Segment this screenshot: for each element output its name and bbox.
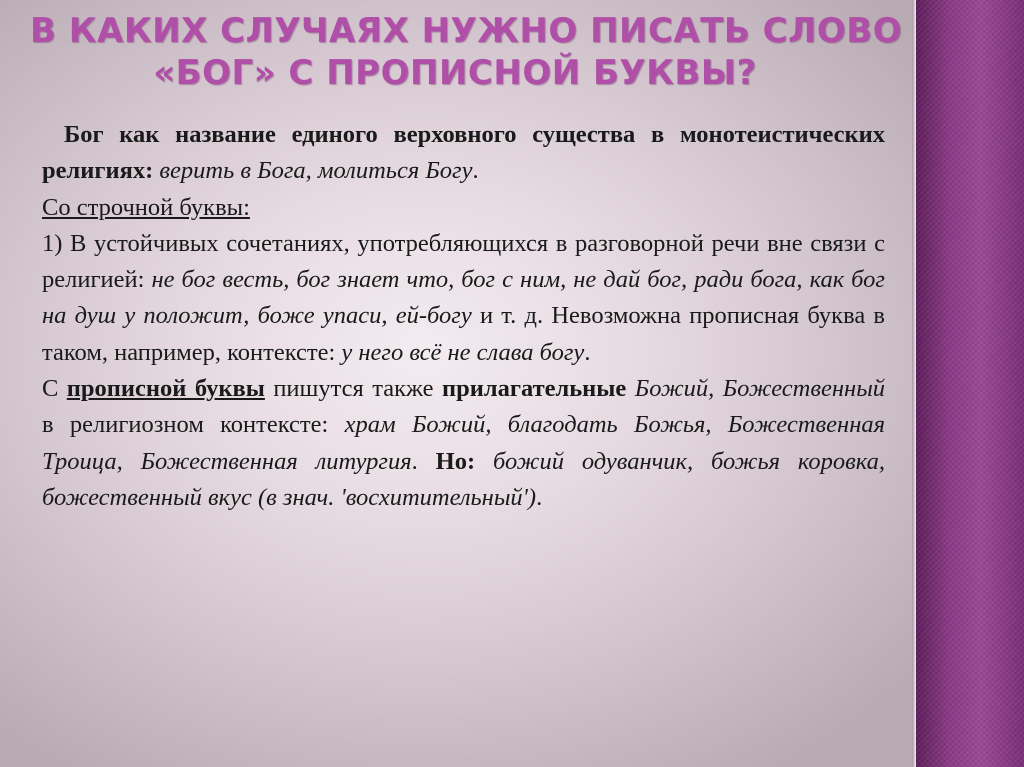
title-line-2: «БОГ» С ПРОПИСНОЙ БУКВЫ?	[153, 53, 757, 93]
decorative-side-band	[916, 0, 1024, 767]
capital-examples: верить в Бога, молиться Богу	[159, 157, 473, 185]
adjective-forms: Божий, Божественный	[634, 375, 886, 403]
adjectives-label: прилагательные	[441, 375, 627, 403]
space-1	[626, 375, 634, 402]
uppercase-adjectives-paragraph	[42, 371, 885, 516]
definition-paragraph	[42, 117, 885, 190]
space-2	[475, 448, 493, 475]
slide-body	[42, 117, 885, 516]
title-line-1: В КАКИХ СЛУЧАЯХ НУЖНО ПИСАТЬ СЛОВО	[30, 11, 903, 51]
but-label: Но:	[435, 447, 476, 475]
definition-text: Бог как название единого верховного существа в монотеистических религиях:	[42, 121, 885, 185]
examples-end: .	[472, 157, 479, 185]
paragraph-middle: пишутся также	[264, 375, 442, 403]
religious-context-text: в религиозном контексте:	[42, 411, 345, 439]
idiom-examples: не бог весть, бог знает что, бог с ним, не дай бог, ради бога, как бог на душ у положит, боже упаси, ей-богу	[42, 266, 885, 330]
lowercase-rule-paragraph	[42, 226, 885, 371]
lowercase-heading-text: Со строчной буквы:	[42, 193, 250, 221]
secular-examples: божий одуванчик, божья коровка, божественный вкус (в знач. 'восхитительный')	[42, 447, 886, 511]
context-end: .	[584, 338, 591, 366]
paragraph-start: С	[42, 375, 67, 403]
rule-item-prefix: 1) В устойчивых сочетаниях, употребляющихся в разговорной речи вне связи с религией:	[42, 229, 885, 294]
after-idioms-text: и т. д. Невозможна прописная буква в таком, например, контексте:	[42, 302, 886, 366]
paragraph-end: .	[536, 483, 543, 511]
dot-separator: .	[411, 447, 436, 475]
slide-title	[30, 10, 903, 94]
lowercase-heading	[42, 190, 885, 226]
religious-examples: храм Божий, благодать Божья, Божественная Троица, Божественная литургия	[42, 411, 885, 475]
emphasis-uppercase: прописной буквы	[66, 375, 265, 403]
context-example: у него всё не слава богу	[341, 338, 585, 366]
